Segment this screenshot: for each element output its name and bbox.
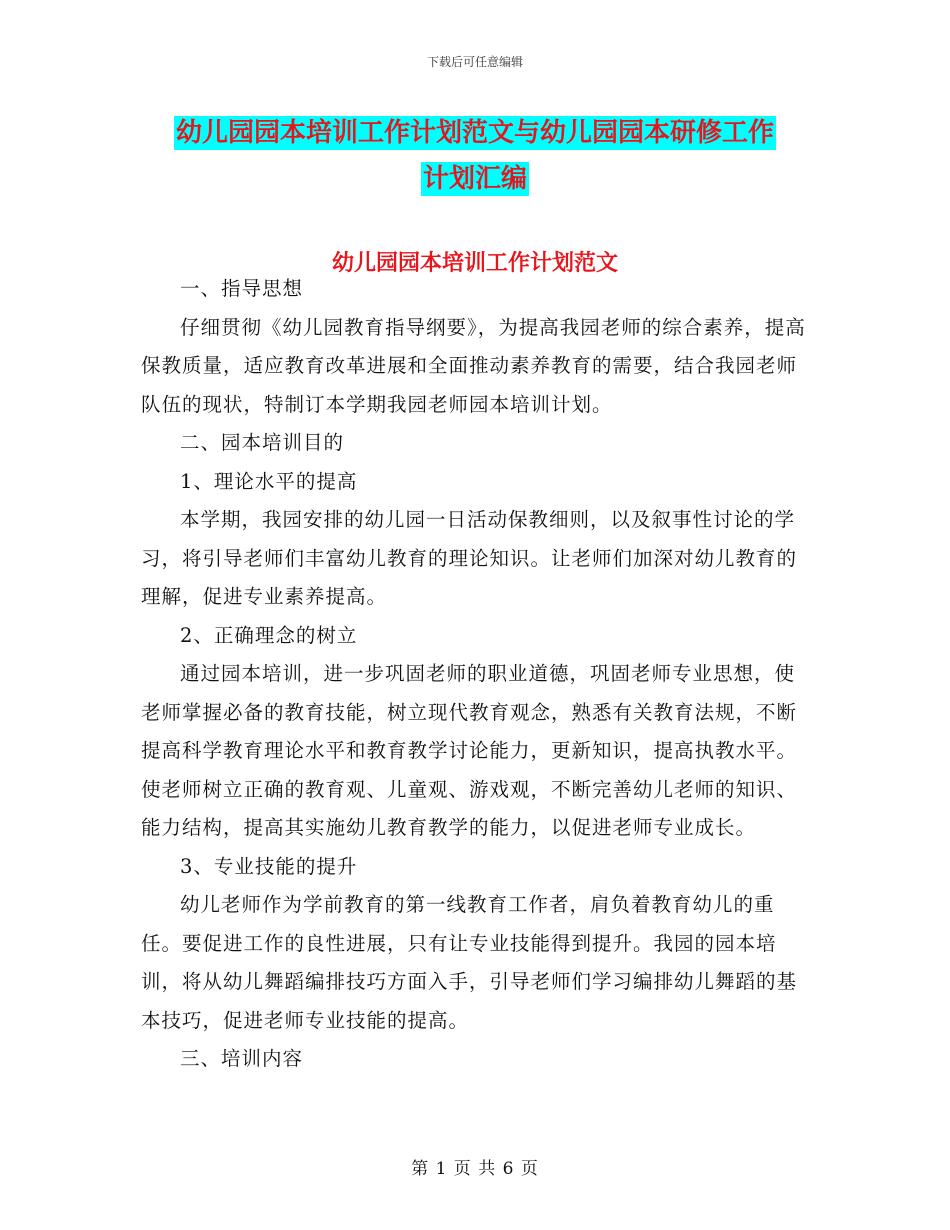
heading-training-purpose: 二、园本培训目的 (180, 431, 345, 454)
paragraph-theory-level: 本学期，我园安排的幼儿园一日活动保教细则，以及叙事性讨论的学习，将引导老师们丰富幼儿教育的理论知识。让老师们加深对幼儿教育的理解，促进专业素养提高。 (141, 508, 798, 608)
section-title: 幼儿园园本培训工作计划范文 (331, 251, 618, 276)
paragraph-guiding-ideology: 仔细贯彻《幼儿园教育指导纲要》，为提高我园老师的综合素养，提高保教质量，适应教育改革进展和全面推动素养教育的需要，结合我园老师队伍的现状，特制订本学期我园老师园本培训计划。 (141, 315, 806, 416)
heading-training-content: 三、培训内容 (180, 1047, 304, 1070)
heading-guiding-ideology: 一、指导思想 (180, 277, 304, 300)
subheading-theory-level: 1、理论水平的提高 (180, 469, 358, 493)
paragraph-professional-skills: 幼儿老师作为学前教育的第一线教育工作者，肩负着教育幼儿的重任。要促进工作的良性进展，只有让专业技能得到提升。我园的园本培训，将从幼儿舞蹈编排技巧方面入手，引导老师们学习编排幼儿舞蹈的基本技巧，促进老师专业技能的提高。 (141, 893, 798, 1032)
document-title (0, 110, 950, 202)
document-title-line-2: 计划汇编 (422, 164, 527, 194)
subheading-professional-skills: 3、专业技能的提升 (180, 854, 358, 878)
document-body (141, 270, 813, 1079)
document-title-line-1: 幼儿园园本培训工作计划范文与幼儿园园本研修工作 (175, 118, 774, 148)
subheading-correct-concepts: 2、正确理念的树立 (180, 623, 358, 647)
paragraph-correct-concepts: 通过园本培训，进一步巩固老师的职业道德，巩固老师专业思想，使老师掌握必备的教育技能，树立现代教育观念，熟悉有关教育法规，不断提高科学教育理论水平和教育教学讨论能力，更新知识，提高执教水平。使老师树立正确的教育观、儿童观、游戏观，不断完善幼儿老师的知识、能力结构，提高其实施幼儿教育教学的能力，以促进老师专业成长。 (141, 662, 798, 839)
page-number-footer: 第 1 页 共 6 页 (411, 1159, 539, 1179)
header-note: 下载后可任意编辑 (426, 55, 523, 69)
